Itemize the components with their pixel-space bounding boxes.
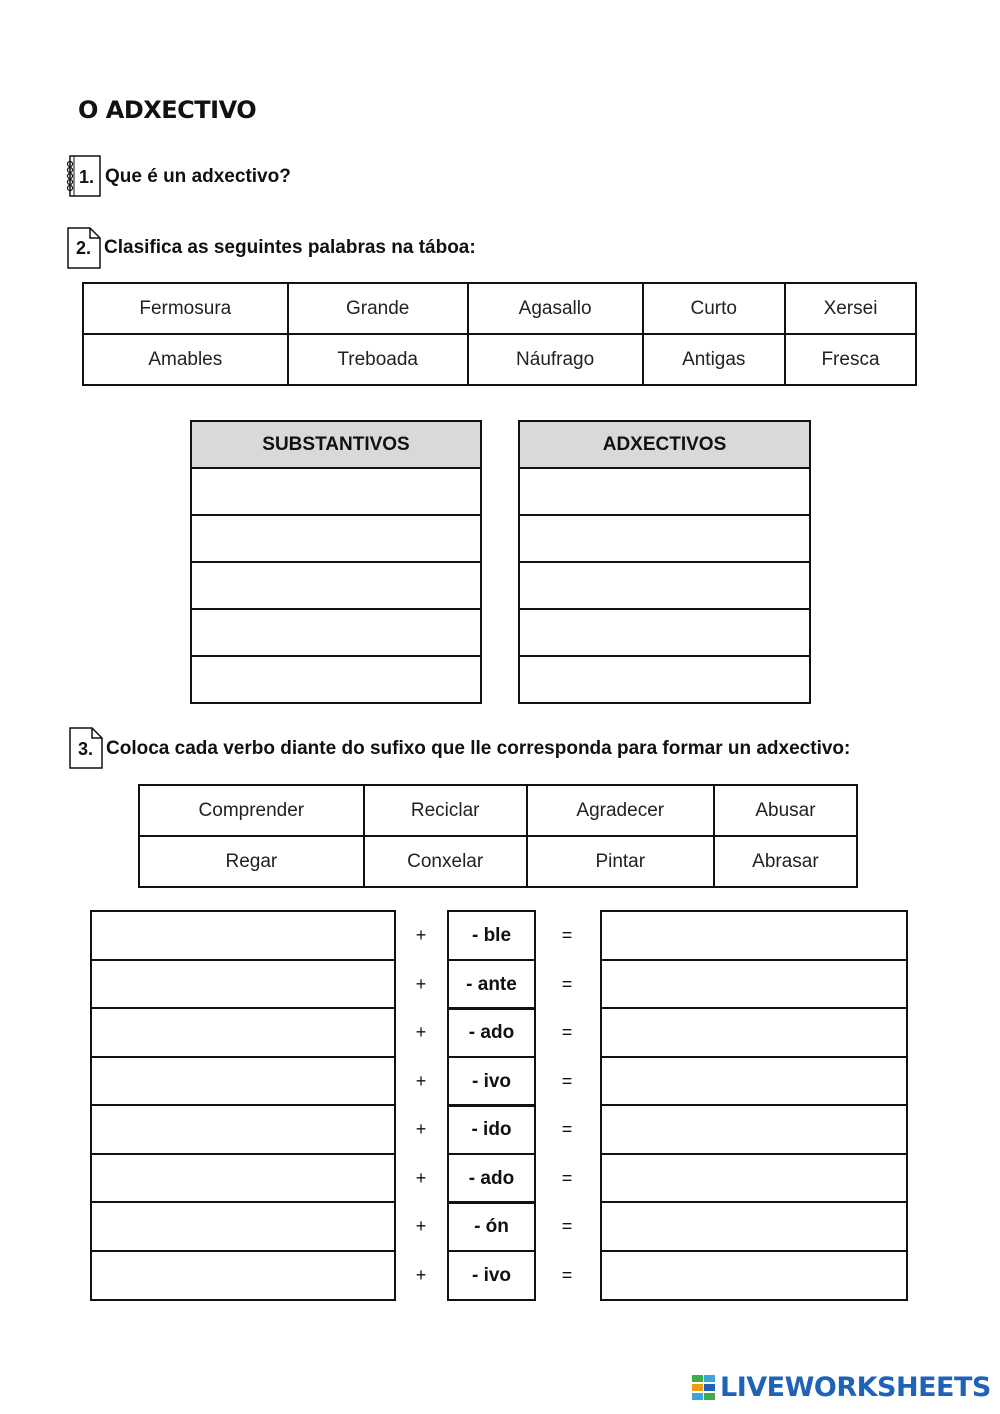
question-number: 3. xyxy=(78,739,94,759)
table-cell: Pintar xyxy=(527,836,714,887)
plus-sign: + xyxy=(415,925,427,945)
plus-sign: + xyxy=(415,1022,427,1042)
plus-sign: + xyxy=(415,1216,427,1236)
table-cell: Agasallo xyxy=(468,283,643,334)
answer-cell[interactable] xyxy=(191,468,481,515)
adjective-answer-box[interactable] xyxy=(600,910,908,961)
plus-sign: + xyxy=(415,1168,427,1188)
table-row xyxy=(139,785,857,836)
equals-sign: = xyxy=(561,1119,573,1139)
equals-sign: = xyxy=(561,925,573,945)
verb-table xyxy=(138,784,858,888)
answer-cell[interactable] xyxy=(191,656,481,703)
plus-sign: + xyxy=(415,1071,427,1091)
table-cell: Agradecer xyxy=(527,785,714,836)
verb-answer-box[interactable] xyxy=(90,1250,396,1301)
brand-name: LIVEWORKSHEETS xyxy=(720,1372,991,1403)
adjective-answer-box[interactable] xyxy=(600,1153,908,1204)
table-row xyxy=(83,283,916,334)
question-number: 1. xyxy=(79,167,95,187)
answer-cell[interactable] xyxy=(519,515,810,562)
answer-cell[interactable] xyxy=(519,609,810,656)
verb-answer-box[interactable] xyxy=(90,1104,396,1155)
table-cell: Curto xyxy=(643,283,786,334)
equals-sign: = xyxy=(561,1168,573,1188)
question-number: 2. xyxy=(76,238,92,258)
question-text: Coloca cada verbo diante do sufixo que lle corresponda para formar un adxectivo: xyxy=(106,738,851,759)
table-cell: Antigas xyxy=(643,334,786,385)
adjective-answer-box[interactable] xyxy=(600,959,908,1010)
table-cell: Regar xyxy=(139,836,364,887)
table-cell: Abrasar xyxy=(714,836,857,887)
liveworksheets-logo xyxy=(692,1372,991,1403)
equals-sign: = xyxy=(561,974,573,994)
adjective-answer-box[interactable] xyxy=(600,1250,908,1301)
answer-cell[interactable] xyxy=(519,468,810,515)
table-cell: Reciclar xyxy=(364,785,527,836)
suffix-box: - ivo xyxy=(447,1250,536,1301)
suffix-box: - ado xyxy=(447,1007,536,1058)
suffix-box: - ido xyxy=(447,1104,536,1155)
substantivos-header: SUBSTANTIVOS xyxy=(191,421,481,468)
table-cell: Amables xyxy=(83,334,288,385)
table-cell: Conxelar xyxy=(364,836,527,887)
equals-sign: = xyxy=(561,1216,573,1236)
liveworksheets-logo-icon xyxy=(692,1375,716,1401)
adjective-answer-box[interactable] xyxy=(600,1104,908,1155)
word-table xyxy=(82,282,917,386)
table-cell: Xersei xyxy=(785,283,916,334)
table-row xyxy=(139,836,857,887)
equals-sign: = xyxy=(561,1265,573,1285)
plus-sign: + xyxy=(415,1265,427,1285)
plus-sign: + xyxy=(415,974,427,994)
suffix-box: - ón xyxy=(447,1201,536,1252)
answer-cell[interactable] xyxy=(191,609,481,656)
adxectivos-header: ADXECTIVOS xyxy=(519,421,810,468)
adjective-answer-box[interactable] xyxy=(600,1007,908,1058)
answer-cell[interactable] xyxy=(191,562,481,609)
table-cell: Abusar xyxy=(714,785,857,836)
table-cell: Fermosura xyxy=(83,283,288,334)
table-cell: Grande xyxy=(288,283,468,334)
verb-answer-box[interactable] xyxy=(90,1153,396,1204)
page-title: O ADXECTIVO xyxy=(78,96,257,124)
verb-answer-box[interactable] xyxy=(90,959,396,1010)
equals-sign: = xyxy=(561,1022,573,1042)
substantivos-table xyxy=(190,420,482,704)
verb-answer-box[interactable] xyxy=(90,1056,396,1107)
question-text: Que é un adxectivo? xyxy=(105,166,291,187)
verb-answer-box[interactable] xyxy=(90,910,396,961)
verb-answer-box[interactable] xyxy=(90,1201,396,1252)
answer-cell[interactable] xyxy=(191,515,481,562)
table-cell: Treboada xyxy=(288,334,468,385)
answer-cell[interactable] xyxy=(519,656,810,703)
table-row xyxy=(83,334,916,385)
verb-answer-box[interactable] xyxy=(90,1007,396,1058)
question-text: Clasifica as seguintes palabras na táboa: xyxy=(104,237,476,258)
adjective-answer-box[interactable] xyxy=(600,1201,908,1252)
adxectivos-table xyxy=(518,420,811,704)
suffix-box: - ble xyxy=(447,910,536,961)
equals-sign: = xyxy=(561,1071,573,1091)
suffix-box: - ivo xyxy=(447,1056,536,1107)
suffix-box: - ado xyxy=(447,1153,536,1204)
plus-sign: + xyxy=(415,1119,427,1139)
answer-cell[interactable] xyxy=(519,562,810,609)
table-cell: Náufrago xyxy=(468,334,643,385)
adjective-answer-box[interactable] xyxy=(600,1056,908,1107)
table-cell: Fresca xyxy=(785,334,916,385)
table-cell: Comprender xyxy=(139,785,364,836)
suffix-box: - ante xyxy=(447,959,536,1010)
